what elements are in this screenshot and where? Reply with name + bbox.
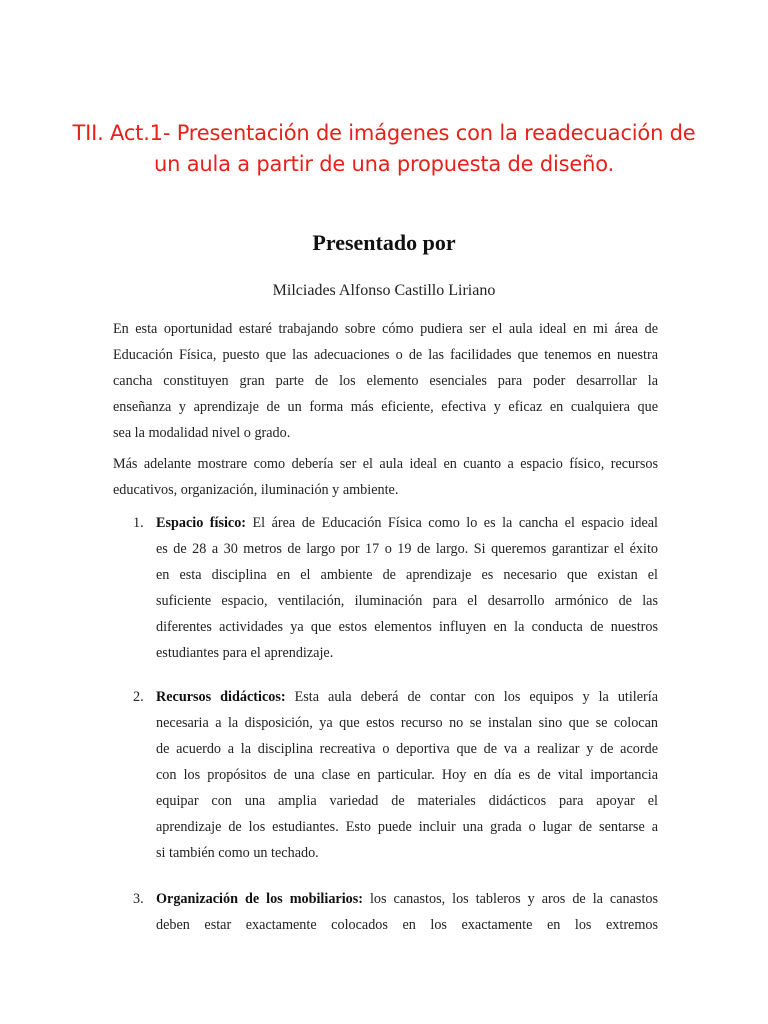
text-line: diferentes actividades ya que estos elementos influyen en la conducta de nuestros xyxy=(156,619,658,635)
text-line: si también como un techado. xyxy=(156,845,319,861)
text-line: En esta oportunidad estaré trabajando sobre cómo pudiera ser el aula ideal en mi área de xyxy=(113,321,658,337)
text-line: equipar con una amplia variedad de materiales didácticos para apoyar el xyxy=(156,793,658,809)
text-line: sea la modalidad nivel o grado. xyxy=(113,425,291,441)
list-item-text: El área de Educación Física como lo es la cancha el espacio ideal xyxy=(246,515,658,531)
title-line-2: un aula a partir de una propuesta de diseño. xyxy=(154,152,614,176)
text-line: es de 28 a 30 metros de largo por 17 o 19 de largo. Si queremos garantizar el éxito xyxy=(156,541,658,557)
presented-by-heading: Presentado por xyxy=(312,230,456,255)
list-item-text: los canastos, los tableros y aros de la canastos xyxy=(363,891,658,907)
list-item-body xyxy=(156,886,658,938)
text-line xyxy=(156,684,658,710)
text-line: Más adelante mostrare como debería ser el aula ideal en cuanto a espacio físico, recursos xyxy=(113,456,658,472)
text-line: de acuerdo a la disciplina recreativa o deportiva que de va a realizar y de acorde xyxy=(156,741,658,757)
list-item-body xyxy=(156,684,658,866)
list-item-text: Esta aula deberá de contar con los equipos y la utilería xyxy=(285,689,658,705)
second-paragraph xyxy=(113,451,658,503)
title-line-1: TII. Act.1- Presentación de imágenes con la readecuación de xyxy=(72,121,696,145)
list-item-heading: Recursos didácticos: xyxy=(156,689,286,705)
text-line: aprendizaje de los estudiantes. Esto puede incluir una grada o lugar de sentarse a xyxy=(156,819,658,835)
text-line: educativos, organización, iluminación y ambiente. xyxy=(113,482,399,498)
list-item-heading: Organización de los mobiliarios: xyxy=(156,891,363,907)
list-number: 1. xyxy=(133,515,144,531)
text-line: enseñanza y aprendizaje de un forma más eficiente, efectiva y eficaz en cualquiera que xyxy=(113,399,658,415)
list-number: 3. xyxy=(133,891,144,907)
author-name: Milciades Alfonso Castillo Liriano xyxy=(272,282,496,299)
intro-paragraph xyxy=(113,316,658,446)
text-line: deben estar exactamente colocados en los exactamente en los extremos xyxy=(156,917,658,933)
text-line: Educación Física, puesto que las adecuaciones o de las facilidades que tenemos en nuestra xyxy=(113,347,658,363)
text-line: necesaria a la disposición, ya que estos recurso no se instalan sino que se colocan xyxy=(156,715,658,731)
list-item-heading: Espacio físico: xyxy=(156,515,247,531)
text-line xyxy=(156,886,658,912)
list-item-body xyxy=(156,510,658,666)
text-line: estudiantes para el aprendizaje. xyxy=(156,645,334,661)
text-line: con los propósitos de una clase en particular. Hoy en día es de vital importancia xyxy=(156,767,658,783)
text-line xyxy=(156,510,658,536)
document-title xyxy=(60,118,708,180)
text-line: suficiente espacio, ventilación, iluminación para el desarrollo armónico de las xyxy=(156,593,658,609)
list-number: 2. xyxy=(133,689,144,705)
text-line: en esta disciplina en el ambiente de aprendizaje es necesario que existan el xyxy=(156,567,658,583)
text-line: cancha constituyen gran parte de los elemento esenciales para poder desarrollar la xyxy=(113,373,658,389)
